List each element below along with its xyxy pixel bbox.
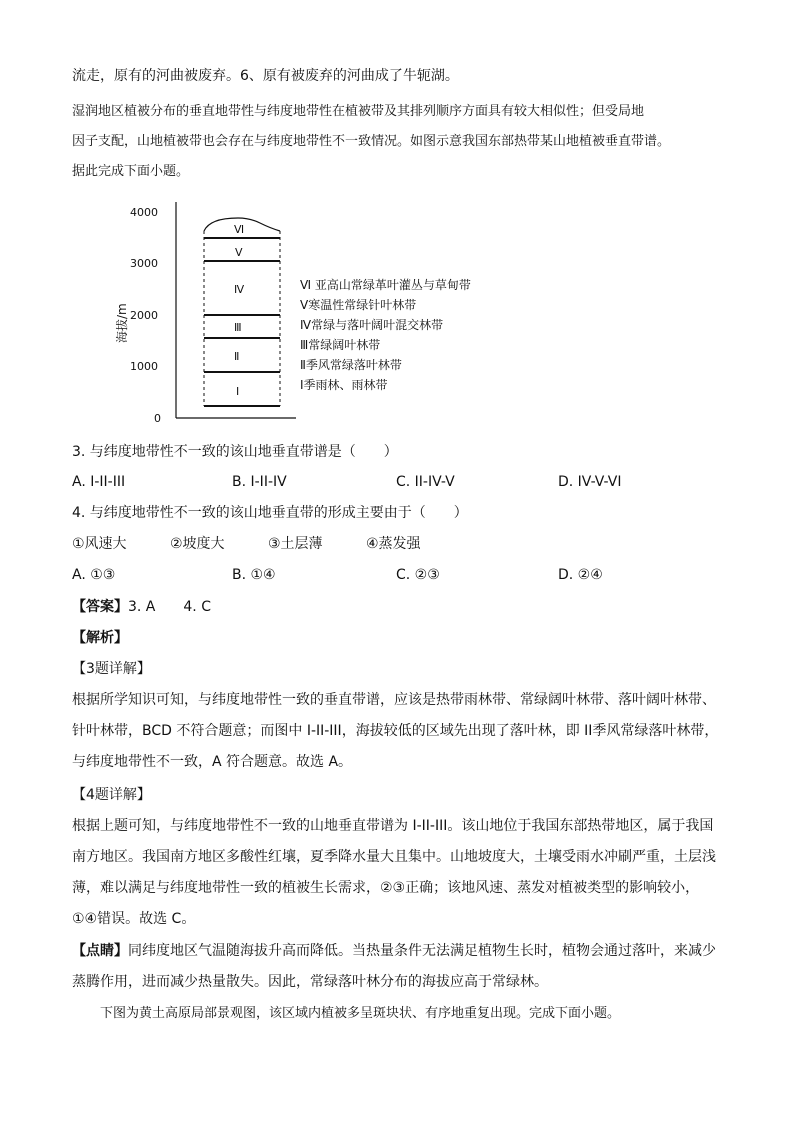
y-tick: 2000	[130, 309, 158, 322]
answer-line	[72, 597, 211, 617]
d4-line: 根据上题可知，与纬度地带性不一致的山地垂直带谱为 I-II-III。该山地位于我国东部热带地区，属于我国	[72, 818, 714, 834]
y-tick: 4000	[130, 206, 158, 219]
tip-label: 【点睛】	[72, 943, 128, 959]
analysis-label: 【解析】	[72, 630, 128, 646]
vertical-zonation-figure	[110, 198, 530, 428]
q4-factor: ③土层薄	[268, 536, 323, 552]
q4-option-d: D. ②④	[558, 567, 603, 583]
q4-factor: ④蒸发强	[366, 536, 421, 552]
legend-item: Ⅵ 亚高山常绿革叶灌丛与草甸带	[300, 278, 471, 292]
passage1-line: 因子支配，山地植被带也会存在与纬度地带性不一致情况。如图示意我国东部热带某山地植被垂直带谱。	[72, 134, 671, 149]
zone-label-4: Ⅳ	[234, 283, 245, 296]
y-axis-label: 海拔/m	[115, 303, 129, 343]
legend-item: Ⅰ季雨林、雨林带	[300, 378, 388, 392]
zone-label-6: Ⅵ	[234, 223, 245, 236]
q4-option-a: A. ①③	[72, 567, 116, 583]
tip-line	[72, 941, 716, 961]
y-tick: 0	[154, 412, 161, 425]
q3-option-d: D. IV-V-VI	[558, 474, 622, 490]
d4-line: 薄，难以满足与纬度地带性一致的植被生长需求，②③正确；该地风速、蒸发对植被类型的影响较小，	[72, 880, 700, 896]
legend-item: Ⅴ寒温性常绿针叶林带	[300, 298, 417, 312]
q4-option-c: C. ②③	[396, 567, 440, 583]
legend-item: Ⅱ季风常绿落叶林带	[300, 358, 402, 372]
d4-label: 【4题详解】	[72, 787, 151, 803]
q4-stem: 4. 与纬度地带性不一致的该山地垂直带的形成主要由于（ ）	[72, 505, 468, 521]
d4-line: 南方地区。我国南方地区多酸性红壤，夏季降水量大且集中。山地坡度大，土壤受雨水冲刷严重，土层浅	[72, 849, 716, 865]
tip-line: 蒸腾作用，进而减少热量散失。因此，常绿落叶林分布的海拔应高于常绿林。	[72, 974, 548, 990]
answer-label: 【答案】	[72, 599, 128, 615]
y-tick: 3000	[130, 257, 158, 270]
answer-text: 3. A 4. C	[128, 599, 211, 615]
q3-option-c: C. II-IV-V	[396, 474, 455, 490]
zone-label-2: Ⅱ	[234, 350, 240, 363]
q4-factor: ①风速大	[72, 536, 127, 552]
d3-line: 根据所学知识可知，与纬度地带性一致的垂直带谱，应该是热带雨林带、常绿阔叶林带、落叶阔叶林带、	[72, 692, 716, 708]
passage1-line: 湿润地区植被分布的垂直地带性与纬度地带性在植被带及其排列顺序方面具有较大相似性；但受局地	[72, 104, 645, 119]
q4-option-b: B. ①④	[232, 567, 276, 583]
d3-line: 与纬度地带性不一致，A 符合题意。故选 A。	[72, 754, 353, 770]
d4-line: ①④错误。故选 C。	[72, 911, 196, 927]
passage1-line: 据此完成下面小题。	[72, 164, 190, 179]
zone-label-1: Ⅰ	[236, 385, 240, 398]
q3-stem: 3. 与纬度地带性不一致的该山地垂直带谱是（ ）	[72, 444, 398, 460]
tip-text: 同纬度地区气温随海拔升高而降低。当热量条件无法满足植物生长时，植物会通过落叶，来减少	[128, 943, 716, 959]
passage2: 下图为黄土高原局部景观图，该区域内植被多呈斑块状、有序地重复出现。完成下面小题。	[100, 1006, 621, 1021]
y-tick: 1000	[130, 360, 158, 373]
legend-item: Ⅲ常绿阔叶林带	[300, 338, 381, 352]
legend-item: Ⅳ常绿与落叶阔叶混交林带	[300, 318, 444, 332]
d3-line: 针叶林带，BCD 不符合题意；而图中 I-II-III，海拔较低的区域先出现了落叶林，即 II季风常绿落叶林带，	[72, 723, 719, 739]
intro-line: 流走，原有的河曲被废弃。6、原有被废弃的河曲成了牛轭湖。	[72, 68, 459, 84]
zone-label-5: Ⅴ	[235, 246, 243, 259]
q3-option-a: A. I-II-III	[72, 474, 126, 490]
q3-option-b: B. I-II-IV	[232, 474, 287, 490]
d3-label: 【3题详解】	[72, 661, 151, 677]
zone-label-3: Ⅲ	[234, 321, 242, 334]
q4-factor: ②坡度大	[170, 536, 225, 552]
